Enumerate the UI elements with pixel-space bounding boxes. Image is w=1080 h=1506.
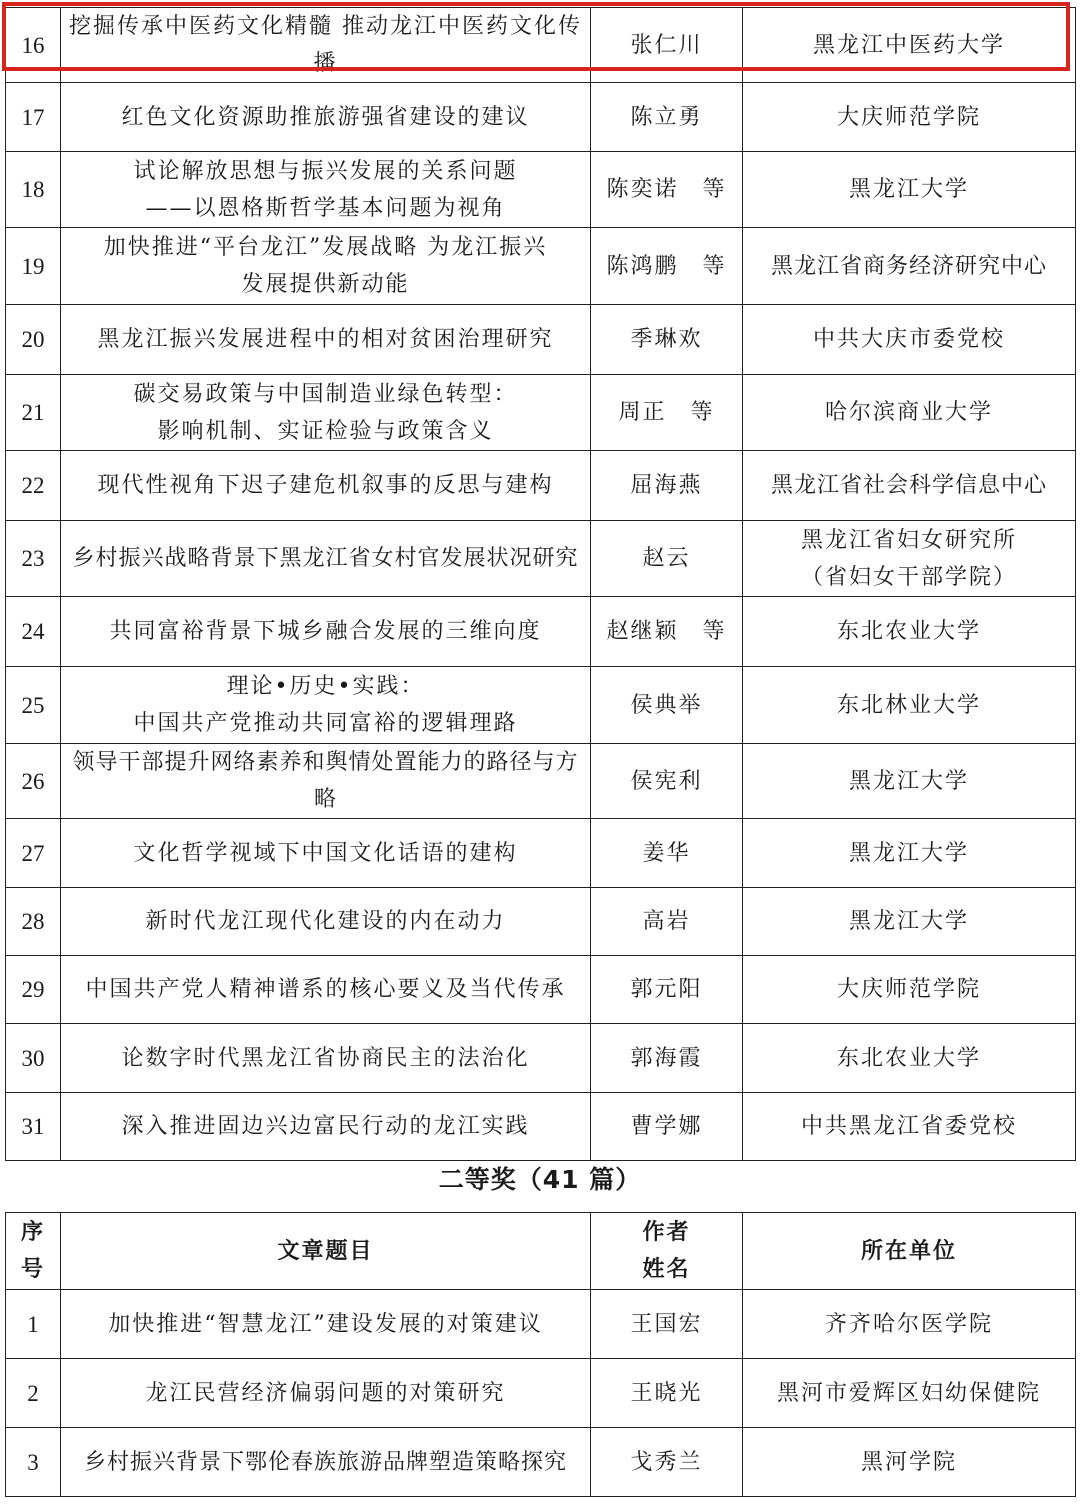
table-row xyxy=(6,597,1076,667)
article-title: 文化哲学视域下中国文化话语的建构 xyxy=(61,819,591,888)
unit-name: 东北林业大学 xyxy=(743,667,1076,744)
article-title: 黑龙江振兴发展进程中的相对贫困治理研究 xyxy=(61,305,591,375)
row-number: 20 xyxy=(6,305,61,375)
unit-name: 东北农业大学 xyxy=(743,597,1076,667)
author-name: 高岩 xyxy=(591,888,743,956)
unit-name: 大庆师范学院 xyxy=(743,956,1076,1024)
article-title: 碳交易政策与中国制造业绿色转型： 影响机制、实证检验与政策含义 xyxy=(61,375,591,451)
row-number: 19 xyxy=(6,228,61,305)
author-name: 季琳欢 xyxy=(591,305,743,375)
award-table-second-prize xyxy=(5,1212,1076,1497)
table-row xyxy=(6,1359,1076,1428)
unit-name: 黑龙江大学 xyxy=(743,152,1076,228)
author-name: 屈海燕 xyxy=(591,451,743,521)
author-name: 姜华 xyxy=(591,819,743,888)
header-unit: 所在单位 xyxy=(743,1213,1076,1290)
row-number: 26 xyxy=(6,744,61,819)
table-row xyxy=(6,1290,1076,1359)
row-number: 27 xyxy=(6,819,61,888)
unit-name: 东北农业大学 xyxy=(743,1024,1076,1093)
unit-name: 大庆师范学院 xyxy=(743,83,1076,152)
row-number: 24 xyxy=(6,597,61,667)
row-number: 31 xyxy=(6,1093,61,1161)
unit-name: 哈尔滨商业大学 xyxy=(743,375,1076,451)
table-row xyxy=(6,83,1076,152)
section-heading-second-prize: 二等奖（41 篇） xyxy=(438,1165,642,1194)
table-row xyxy=(6,152,1076,228)
table-row xyxy=(6,819,1076,888)
author-name: 王国宏 xyxy=(591,1290,743,1359)
article-title: 试论解放思想与振兴发展的关系问题 ——以恩格斯哲学基本问题为视角 xyxy=(61,152,591,228)
author-name: 周正 等 xyxy=(591,375,743,451)
table-row xyxy=(6,375,1076,451)
unit-name: 中共黑龙江省委党校 xyxy=(743,1093,1076,1161)
unit-name: 黑龙江大学 xyxy=(743,744,1076,819)
table-row xyxy=(6,1428,1076,1497)
row-number: 17 xyxy=(6,83,61,152)
article-title: 深入推进固边兴边富民行动的龙江实践 xyxy=(61,1093,591,1161)
article-title: 中国共产党人精神谱系的核心要义及当代传承 xyxy=(61,956,591,1024)
unit-name: 黑龙江省妇女研究所 （省妇女干部学院） xyxy=(743,521,1076,597)
article-title: 新时代龙江现代化建设的内在动力 xyxy=(61,888,591,956)
article-title: 共同富裕背景下城乡融合发展的三维向度 xyxy=(61,597,591,667)
unit-name: 中共大庆市委党校 xyxy=(743,305,1076,375)
article-title: 理论•历史•实践： 中国共产党推动共同富裕的逻辑理路 xyxy=(61,667,591,744)
article-title: 加快推进“智慧龙江”建设发展的对策建议 xyxy=(61,1290,591,1359)
table-row xyxy=(6,228,1076,305)
author-name: 赵云 xyxy=(591,521,743,597)
article-title: 论数字时代黑龙江省协商民主的法治化 xyxy=(61,1024,591,1093)
row-number: 3 xyxy=(6,1428,61,1497)
unit-name: 黑龙江省社会科学信息中心 xyxy=(743,451,1076,521)
row-number: 2 xyxy=(6,1359,61,1428)
unit-name: 黑龙江省商务经济研究中心 xyxy=(743,228,1076,305)
article-title: 挖掘传承中医药文化精髓 推动龙江中医药文化传播 xyxy=(61,8,591,83)
row-number: 22 xyxy=(6,451,61,521)
row-number: 25 xyxy=(6,667,61,744)
row-number: 29 xyxy=(6,956,61,1024)
table-row xyxy=(6,1024,1076,1093)
table-row xyxy=(6,667,1076,744)
row-number: 23 xyxy=(6,521,61,597)
table-row xyxy=(6,956,1076,1024)
unit-name: 黑龙江大学 xyxy=(743,819,1076,888)
row-number: 18 xyxy=(6,152,61,228)
table-row xyxy=(6,1093,1076,1161)
row-number: 1 xyxy=(6,1290,61,1359)
article-title: 现代性视角下迟子建危机叙事的反思与建构 xyxy=(61,451,591,521)
header-title: 文章题目 xyxy=(61,1213,591,1290)
unit-name: 黑河学院 xyxy=(743,1428,1076,1497)
table-row xyxy=(6,521,1076,597)
row-number: 21 xyxy=(6,375,61,451)
unit-name: 黑龙江大学 xyxy=(743,888,1076,956)
author-name: 戈秀兰 xyxy=(591,1428,743,1497)
unit-name: 齐齐哈尔医学院 xyxy=(743,1290,1076,1359)
header-author: 作者 姓名 xyxy=(591,1213,743,1290)
table-row xyxy=(6,451,1076,521)
author-name: 郭元阳 xyxy=(591,956,743,1024)
row-number: 28 xyxy=(6,888,61,956)
article-title: 红色文化资源助推旅游强省建设的建议 xyxy=(61,83,591,152)
row-number: 30 xyxy=(6,1024,61,1093)
author-name: 陈奕诺 等 xyxy=(591,152,743,228)
table-row xyxy=(6,305,1076,375)
article-title: 领导干部提升网络素养和舆情处置能力的路径与方略 xyxy=(61,744,591,819)
award-table-first-prize-continued xyxy=(5,7,1076,1161)
author-name: 张仁川 xyxy=(591,8,743,83)
row-number: 16 xyxy=(6,8,61,83)
unit-name: 黑河市爱辉区妇幼保健院 xyxy=(743,1359,1076,1428)
author-name: 郭海霞 xyxy=(591,1024,743,1093)
article-title: 乡村振兴战略背景下黑龙江省女村官发展状况研究 xyxy=(61,521,591,597)
article-title: 加快推进“平台龙江”发展战略 为龙江振兴 发展提供新动能 xyxy=(61,228,591,305)
table-row xyxy=(6,8,1076,83)
author-name: 陈立勇 xyxy=(591,83,743,152)
table-row xyxy=(6,744,1076,819)
author-name: 陈鸿鹏 等 xyxy=(591,228,743,305)
author-name: 王晓光 xyxy=(591,1359,743,1428)
author-name: 侯典举 xyxy=(591,667,743,744)
article-title: 龙江民营经济偏弱问题的对策研究 xyxy=(61,1359,591,1428)
header-number: 序 号 xyxy=(6,1213,61,1290)
unit-name: 黑龙江中医药大学 xyxy=(743,8,1076,83)
table-header-row xyxy=(6,1213,1076,1290)
author-name: 赵继颖 等 xyxy=(591,597,743,667)
author-name: 侯宪利 xyxy=(591,744,743,819)
author-name: 曹学娜 xyxy=(591,1093,743,1161)
article-title: 乡村振兴背景下鄂伦春族旅游品牌塑造策略探究 xyxy=(61,1428,591,1497)
table-row xyxy=(6,888,1076,956)
